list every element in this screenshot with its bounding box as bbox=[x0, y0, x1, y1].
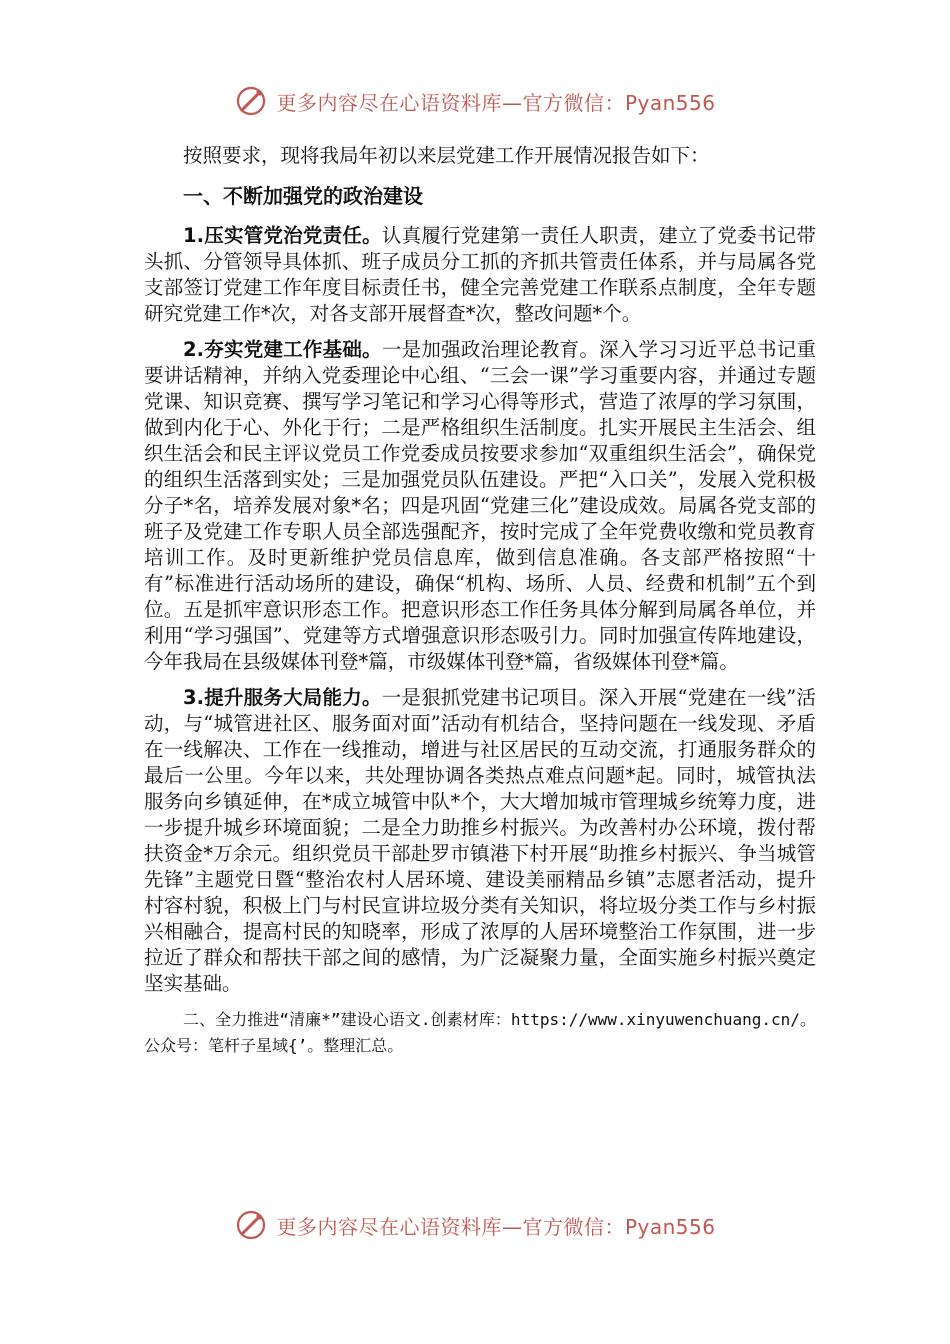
item-1-body: 认真履行党建第一责任人职责，建立了党委书记带头抓、分管领导具体抓、班子成员分工抓的齐抓共管责任体系，并与局属各党支部签订党建工作年度目标责任书，健全完善党建工作联系点制度，全年专题研究党建工作*次，对各支部开展督查*次，整改问题*个。 bbox=[144, 224, 816, 325]
intro-paragraph: 按照要求，现将我局年初以来层党建工作开展情况报告如下： bbox=[183, 144, 710, 167]
item-3-lead: 3.提升服务大局能力。 bbox=[183, 686, 382, 709]
pen-logo-icon bbox=[234, 1208, 268, 1242]
item-1-lead: 1.压实管党治党责任。 bbox=[183, 224, 382, 247]
section-1-heading: 一、不断加强党的政治建设 bbox=[183, 184, 423, 208]
item-3-body: 一是狠抓党建书记项目。深入开展“党建在一线”活动，与“城管进社区、服务面对面”活动有机结合，坚持问题在一线发现、矛盾在一线解决、工作在一线推动，增进与社区居民的互动交流，打通服务群众的最后一公里。今年以来，共处理协调各类热点难点问题*起。同时，城管执法服务向乡镇延伸，在*成立城管中队*个，大大增加城市管理城乡统筹力度，进一步提升城乡环境面貌；二是全力助推乡村振兴。为改善村办公环境，拨付帮扶资金*万余元。组织党员干部赴罗市镇港下村开展“助推乡村振兴、争当城管先锋”主题党日暨“整治农村人居环境、建设美丽精品乡镇”志愿者活动，提升村容村貌，积极上门与村民宣讲垃圾分类有关知识，将垃圾分类工作与乡村振兴相融合，提高村民的知晓率，形成了浓厚的人居环境整治工作氛围，进一步拉近了群众和帮扶干部之间的感情，为广泛凝聚力量，全面实施乡村振兴奠定坚实基础。 bbox=[144, 686, 816, 995]
watermark-text: 更多内容尽在心语资料库—官方微信：Pyan556 bbox=[276, 90, 716, 115]
section-2-line: 二、全力推进“清廉*”建设心语文.创素材库：https://www.xinyuwenchuang.cn/。公众号：笔杆子星域{’。整理汇总。 bbox=[144, 1010, 816, 1055]
watermark-header bbox=[0, 84, 950, 118]
item-3-paragraph bbox=[144, 685, 816, 997]
pen-logo-icon bbox=[234, 84, 268, 118]
item-2-lead: 2.夯实党建工作基础。 bbox=[183, 338, 382, 361]
watermark-text: 更多内容尽在心语资料库—官方微信：Pyan556 bbox=[276, 1214, 716, 1239]
item-2-body: 一是加强政治理论教育。深入学习习近平总书记重要讲话精神，并纳入党委理论中心组、“三会一课”学习重要内容，并通过专题党课、知识竞赛、撰写学习笔记和学习心得等形式，营造了浓厚的学习氛围，做到内化于心、外化于行；二是严格组织生活制度。扎实开展民主生活会、组织生活会和民主评议党员工作党委成员按要求参加“双重组织生活会”，确保党的组织生活落到实处；三是加强党员队伍建设。严把“入口关”，发展入党积极分子*名，培养发展对象*名；四是巩固“党建三化”建设成效。局属各党支部的班子及党建工作专职人员全部选强配齐，按时完成了全年党费收缴和党员教育培训工作。及时更新维护党员信息库，做到信息准确。各支部严格按照“十有”标准进行活动场所的建设，确保“机构、场所、人员、经费和机制”五个到位。五是抓牢意识形态工作。把意识形态工作任务具体分解到局属各单位，并利用“学习强国”、党建等方式增强意识形态吸引力。同时加强宣传阵地建设，今年我局在县级媒体刊登*篇，市级媒体刊登*篇，省级媒体刊登*篇。 bbox=[144, 338, 816, 673]
watermark-footer bbox=[0, 1208, 950, 1242]
item-2-paragraph bbox=[144, 337, 816, 675]
item-1-paragraph bbox=[144, 223, 816, 327]
document-body bbox=[144, 143, 816, 1069]
